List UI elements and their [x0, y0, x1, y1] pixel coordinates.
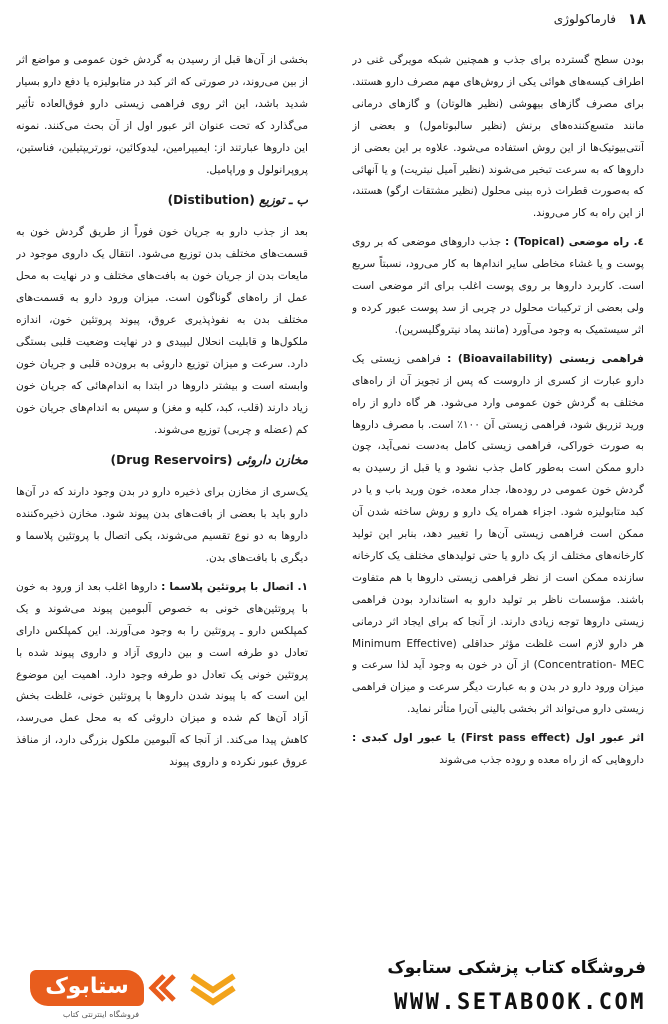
setabook-logo[interactable] — [16, 966, 176, 1019]
reservoirs-heading-en: (Drug Reservoirs) — [110, 453, 233, 468]
paragraph-bioavailability — [352, 349, 644, 721]
topical-title: ٤. راه موضعی (Topical) : — [504, 236, 644, 249]
left-column — [16, 50, 308, 945]
double-chevron-icon — [142, 970, 178, 1006]
bioavailability-text: فراهمی زیستی یک دارو عبارت از کسری از داروست که پس از تجویز آن از راه‌های مختلف به گردش خون عمومی وارد می‌شود. هر گاه دارو از راه ورید تزریق شود، فراهمی زیستی آن ۱۰۰٪ است. با مصرف داروها به صورت خوراکی، فراهمی زیستی کامل به‌دست نمی‌آید، چون دارو ممکن است به‌طور کامل جذب نشود و یا قبل از رسیدن به گردش خون عمومی در روده‌ها، جدار معده، خون ورید باب و یا در کبد متابولیزه شود. اجزاء همراه یک دارو و روش ساخته شدن آن ممکن است فراهمی زیستی آن‌ها را تغییر دهد، بنابر این تولید کارخانه‌های مختلف از یک دارو یا حتی تولیدهای مختلف یک کارخانه سازنده ممکن است از نظر فراهمی زیستی داروها با هم متفاوت باشند. مؤسسات ناظر بر تولید دارو به استاندارد بودن فراهمی زیستی داروها توجه زیادی دارند. از آنجا که برای ایجاد اثر درمانی هر دارو لازم است غلظت مؤثر حداقلی (Minimum Effective Concentration- MEC) از آن در خون به وجود آید لذا سرعت و میزان ورود دارو در بدن و به عبارت دیگر سرعت و میزان فراهمی زیستی دارو می‌تواند اثر بخشی بالینی آن‌را متأثر نماید. — [352, 352, 644, 716]
distribution-heading — [16, 190, 308, 212]
paragraph-topical — [352, 232, 644, 342]
page-header — [0, 8, 668, 34]
plasma-binding-title: ۱. اتصال با پروتئین پلاسما : — [161, 580, 308, 593]
logo-name: ستابوک — [30, 970, 144, 1006]
topical-text: جذب داروهای موضعی که بر روی پوست و یا غشاء مخاطی سایر اندام‌ها به کار می‌رود، نسبتاً سریع است. کاربرد داروها بر روی پوست اغلب برای اثر موضعی است ولی بعضی از ترکیبات محلول در چربی از سد پوست عبور کرده و اثر سیستمیک به وجود می‌آورد (مانند پماد نیتروگلیسرین). — [352, 236, 644, 336]
distribution-heading-en: (Distibution) — [167, 193, 255, 208]
first-pass-text: داروهایی که از راه معده و روده جذب می‌شوند — [439, 754, 644, 767]
footer-banner — [0, 946, 668, 1024]
chevron-down-icon — [188, 970, 238, 1008]
paragraph-reservoirs: یک‌سری از مخازن برای ذخیره دارو در بدن وجود دارند که در آن‌ها دارو باید با بعضی از بافت‌های بدن پیوند شود. مخازن ذخیره‌کننده داروها به دو نوع تقسیم می‌شوند، یکی اتصال با پروتئین پلاسما و دیگری با بافت‌های بدن. — [16, 486, 308, 565]
first-pass-title: اثر عبور اول (First pass effect) یا عبور اول کبدی : — [352, 732, 644, 745]
bioavailability-title: فراهمی زیستی (Bioavailability) : — [447, 352, 644, 365]
paragraph-inhalation: بودن سطح گسترده برای جذب و همچنین شبکه مویرگی غنی در اطراف کیسه‌های هوائی یکی از روش‌های مهم مصرف دارو هستند. برای مصرف گازهای بیهوشی (نظیر هالوتان) و گازهای درمانی مانند متسع‌کننده‌های برنش (نظیر سالبوتامول) و بعضی از آنتی‌بیوتیک‌ها از این روش استفاده می‌شود. علاوه بر این بعضی از داروها که به سرعت تبخیر می‌شوند (نظیر آمیل نیتریت) و یا آنهائی که به‌صورت قطرات ذره بینی محلول (نظیر مشتقات ارگو) هستند، از این راه به کار می‌روند. — [352, 54, 644, 220]
page-number: ۱۸ — [627, 10, 646, 28]
paragraph-first-pass — [352, 728, 644, 772]
store-url-link[interactable]: WWW.SETABOOK.COM — [394, 990, 646, 1015]
plasma-binding-text: داروها اغلب بعد از ورود به خون با پروتئین‌های خونی به خصوص آلبومین پیوند می‌شوند و یک کمپلکس دارو ـ پروتئین را به وجود می‌آورند. این کمپلکس دارای تعادل دو طرفه است و بین داروی آزاد و داروی پیوند شده با پروتئین خونی یک تعادل دو طرفه وجود دارد. اهمیت این موضوع این است که با پیوند شدن داروها با پروتئین خونی، غلظت بخش آزاد آن‌ها کم شده و میزان داروئی که به محل عمل می‌رسد، کاهش پیدا می‌کند. از آنجا که آلبومین ملکول بزرگی دارد، از منافذ عروق عبور نکرده و داروی پیوند — [16, 580, 308, 769]
paragraph-plasma-binding — [16, 577, 308, 774]
paragraph-distribution: بعد از جذب دارو به جریان خون فوراً از طریق گردش خون به قسمت‌های مختلف بدن توزیع می‌شود. انتقال یک داروی موجود در مایعات بدن از جریان خون به بافت‌های مختلف و در نهایت به محل عمل از راه‌های گوناگون است. میزان ورود دارو به قسمت‌های مختلف بدن به نفوذپذیری عروق، پیوند پروتئین خون، اندازه ملکول‌ها و قابلیت انحلال لیپیدی و در نهایت وضعیت قلبی بستگی دارد. سرعت و میزان توزیع داروئی به برون‌ده قلبی و جریان خون وابسته است و بیشتر داروها در ابتدا به اندام‌هائی که جریان خون زیاد دارند (قلب، کبد، کلیه و مغز) و سپس به اندام‌های جریان خون کم (عضله و چربی) توزیع می‌شوند. — [16, 226, 308, 436]
logo-tagline: فروشگاه اینترنتی کتاب — [62, 1010, 140, 1019]
paragraph-first-pass-continued: بخشی از آن‌ها قبل از رسیدن به گردش خون عمومی و مواضع اثر از بین می‌روند، در صورتی که اثر کبد در متابولیزه یا دفع دارو بسیار شدید باشد، این اثر روی فراهمی زیستی دارو فوق‌العاده تأثیر می‌گذارد که تحت عنوان اثر عبور اول از آن بحث می‌کنند. نمونه این داروها عبارتند از: ایمیپرامین، لیدوکائین، نورتریپتیلین، فناستین، پروپرانولول و وراپامیل. — [16, 54, 308, 176]
reservoirs-heading-fa: مخازن داروئی — [236, 453, 308, 468]
running-title: فارماکولوژی — [553, 12, 616, 26]
distribution-heading-fa: ب ـ توزیع — [259, 193, 308, 208]
store-name: فروشگاه کتاب پزشکی ستابوک — [387, 958, 646, 978]
right-column — [352, 50, 644, 945]
reservoirs-heading — [16, 450, 308, 472]
